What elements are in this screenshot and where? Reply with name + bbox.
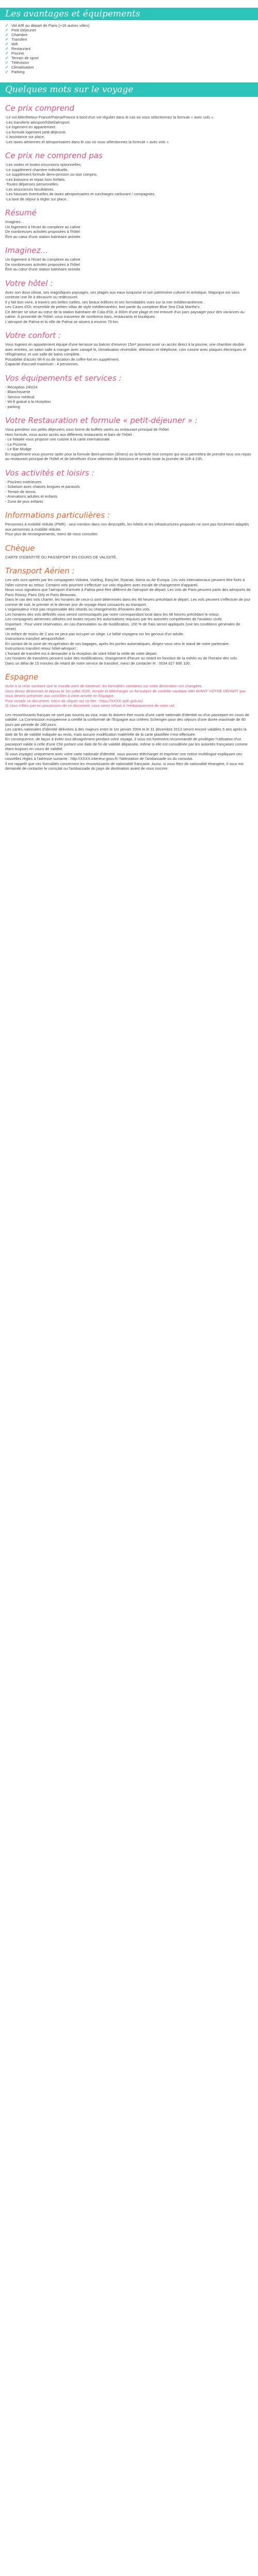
check-icon: ✓ xyxy=(5,32,9,37)
paragraph: Instructions transfert aéroport/hôtel : xyxy=(5,636,67,641)
text-line: -Le vol Aller/Retour France/Palma/France à bord d'un vol régulier dans le cas où vous sélectionnez la formule « avec vols ». xyxy=(5,115,215,120)
prix-ne-comprend-text xyxy=(5,162,253,201)
paragraph: Avec son doux climat, ses magnifiques paysages, ses plages aux eaux turquoise et son patrimoine culturel et artistique, Majorque est sans conteste une île à découvrir ou redécouvrir. xyxy=(5,290,240,299)
equipment-item xyxy=(5,32,258,37)
equipment-item xyxy=(5,23,258,28)
text-line: -La taxe de séjour à régler sur place. xyxy=(5,196,68,201)
paragraph: Les ressortissants français ne sont pas soumis au visa, mais ils doivent être munis d'une carte nationale d'identité ou d'un passeport en cours de validité. La Commission européenne a certifié la conformité de l'Espagne aux critères Schengen pour des séjours d'une durée maximale de 90 jours par période de 180 jours. xyxy=(5,712,249,727)
equipment-item xyxy=(5,51,258,56)
restauration-after: En supplément vous pourrez opter pour la formule demi-pension (dîners) ou la formule tout compris qui vous permettra de prendre tous vos repas au restaurant principal de l'hôtel et de bénéficier d'une sélection de boissons et snacks toute la journée de 10h à 23h. xyxy=(5,451,251,461)
check-icon: ✓ xyxy=(5,42,9,46)
text-line: Être au cœur d'une station balnéaire animée xyxy=(5,234,80,239)
prix-comprend-text xyxy=(5,115,253,144)
section-title-transport: Transport Aérien : xyxy=(5,566,75,575)
paragraph: Possibilité d'accès Wi-fi ou de location de coffre-fort en supplément. xyxy=(5,357,120,362)
section-title-activites: Vos activités et loisirs : xyxy=(5,468,94,478)
list-item: - Service médical xyxy=(5,395,253,400)
paragraph: Les horaires des vols définitifs vous seront communiqués par notre correspondant local dans les 48 heures précédant le retour. xyxy=(5,612,220,617)
paragraph: Dans le cas des vols charter, les horaires de ceux-ci sont déterminés dans les 48 heures précédant le départ. Les vols peuvent s'effectuer de jour comme de nuit, le premier et le dernier jour de voyage étant consacrés au transport. xyxy=(5,597,251,607)
list-item: - Terrain de tennis xyxy=(5,489,253,495)
list-item: - Piscines extérieures xyxy=(5,480,253,485)
text-line: Être au cœur d'une station balnéaire animée xyxy=(5,267,80,272)
text-line: -Les visites et toutes excursions optionnelles. xyxy=(5,162,82,167)
equipment-label: Petit Déjeuner xyxy=(11,28,37,32)
paragraph: Les vols sont opérés par les compagnies Volotea, Vueling, EasyJet, Ryanair, Iberia ou Air Europa. Les vols internationaux peuvent être fixés à l'aller comme au retour. Certains vols pourront s'effectuer sur vols réguliers avec escale de changement d'appareil. xyxy=(5,578,245,587)
section-title-equipements: Vos équipements et services : xyxy=(5,373,122,383)
text-line: De nombreuses activités proposées à l'hôtel xyxy=(5,262,80,267)
section-title-confort: Votre confort : xyxy=(5,331,61,340)
section-title-hotel: Votre hôtel : xyxy=(5,278,53,288)
paragraph: Important : Pour votre réservation, en cas d'annulation ou de modification, 100 % de frais seront appliqués (voir les conditions générales de vente). xyxy=(5,621,240,631)
page xyxy=(0,8,258,771)
paragraph: L'aéroport de Palma et la ville de Palma se situent à environ 70 km. xyxy=(5,319,119,324)
paragraph: Nous vous signalons que l'aéroport d'arrivée à Palma peut être différent de l'aéroport de départ. Les vols de Paris peuvent partir des aéroports de Paris Roissy, Paris Orly et Paris Beauvais. xyxy=(5,587,251,597)
infos-text xyxy=(5,522,253,537)
services-list xyxy=(5,385,253,410)
list-item: - Blanchisserie xyxy=(5,389,253,395)
section-title-restauration: Votre Restauration et formule « petit-déjeuner » : xyxy=(5,416,198,425)
paragraph: Il y fait bon vivre, à travers ses belles ruelles, ses beaux édifices et ses formidables vues sur la mer méditerranéenne. xyxy=(5,299,204,304)
list-item: - Animations adultes et enfants xyxy=(5,494,253,499)
transport-text xyxy=(5,578,253,666)
text-line: -Les taxes aériennes et aéroportuaires dans le cas où vous sélectionnez la formule « avec vols ». xyxy=(5,139,170,144)
paragraph: Dans un délai de 15 minutes de retard de votre service de transfert, merci de contacter le : 0034 627 895 100. xyxy=(5,660,191,666)
equipment-item xyxy=(5,42,258,46)
text-line: -Les boissons et repas hors forfaits. xyxy=(5,177,66,182)
equipment-label: Chambre xyxy=(11,32,28,37)
paragraph: Vous prendrez vos petits déjeuners sous forme de buffets variés au restaurant principal de l'hôtel. xyxy=(5,427,170,432)
equipment-list xyxy=(5,23,258,74)
text-line: -L'assistance sur place. xyxy=(5,134,45,139)
equipment-label: Climatisation xyxy=(11,65,34,70)
equipment-label: Télévision xyxy=(11,60,29,65)
equipment-label: Wifi xyxy=(11,42,18,46)
trip-content xyxy=(0,104,258,771)
text-line: Un logement à l'écart du complexe au calme xyxy=(5,257,80,262)
advantages-banner: Les avantages et équipements xyxy=(0,8,258,20)
equipment-label: Vol A/R au départ de Paris (+16 autres villes) xyxy=(11,23,90,28)
list-item: - Wi-fi gratuit à la réception xyxy=(5,399,253,404)
list-item: - Le Natalie vous propose une cuisine à la carte internationale xyxy=(5,437,253,442)
equipment-item xyxy=(5,56,258,60)
list-item: - parking xyxy=(5,404,253,410)
paragraph: Instructions transfert retour hôtel-aéroport : xyxy=(5,646,78,651)
section-title-infos: Informations particulières : xyxy=(5,511,110,520)
paragraph: Capacité d'accueil maximum : 4 personnes. xyxy=(5,362,79,366)
equipment-label: Parking xyxy=(11,70,25,74)
paragraph: Si vous voyagez uniquement avec votre carte nationale d'identité, vous pouvez télécharger et imprimer une notice multilingue expliquant ces nouvelles règles à l'adresse suivante : http://XXXX.interieur.gouv.fr/ l'attestation de l'ambassade ou du consulat. xyxy=(5,751,243,761)
list-item: - Réception 24h/24 xyxy=(5,385,253,390)
cheque-text xyxy=(5,555,253,560)
section-title-prix-ne-comprend: Ce prix ne comprend pas xyxy=(5,151,103,160)
list-item: - Zone de jeux enfants xyxy=(5,499,253,504)
check-icon: ✓ xyxy=(5,23,9,28)
paragraph: Hors formule, vous aurez accès aux différents restaurants et bars de l'hôtel : xyxy=(5,432,134,437)
equipment-label: Piscine xyxy=(11,51,24,56)
sanitary-notice-line: Si vous n'êtes pas en possession de ce document, vous serez refusé à l'embarquement de votre vol. xyxy=(5,703,175,708)
text-line: -Le logement en appartement. xyxy=(5,125,57,129)
text-line: -Toutes dépenses personnelles. xyxy=(5,182,59,187)
list-item: - Solarium avec chaises longues et parasols xyxy=(5,484,253,489)
text-line: -Les hausses éventuelles de taxes aéroportuaires et surcharges carburant / compagnies. xyxy=(5,192,156,196)
equipment-item xyxy=(5,37,258,42)
equipment-label: Transfert xyxy=(11,37,27,42)
paragraph: Les cartes nationales d'identité délivrées à des majeurs entre le 1er janvier 2004 et le 31 décembre 2013 seront encore valables 5 ans après la date de fin de validité indiquée au recto, mais aucune modification matérielle de la carte plastifiée n'est effectuée. xyxy=(5,727,247,737)
paragraph: En sortant de la zone de récupération de vos bagages, après les portes automatiques, dirigez-vous vers le stand de notre partenaire. xyxy=(5,641,230,646)
equipment-item xyxy=(5,46,258,51)
text-line: -Les assurances facultatives. xyxy=(5,187,55,192)
paragraph: L'horaire de transfert est à demander à la réception de votre hôtel la veille de votre départ. xyxy=(5,651,158,656)
paragraph: Les compagnies aériennes utilisées ont toutes reçues les autorisations requises par les autorités compétentes de l'aviation civile. xyxy=(5,617,223,621)
equipment-item xyxy=(5,28,258,32)
check-icon: ✓ xyxy=(5,46,9,51)
equipment-item xyxy=(5,65,258,70)
text-line: Imaginez... xyxy=(5,219,24,224)
restaurants-list xyxy=(5,437,253,452)
paragraph: Ce dernier se situe au cœur de la station balnéaire de Cala d'Or, à 300m d'une plage et est entouré d'un parc paysager pour des vacances au calme. À proximité de l'hôtel, vous trouverez de nombreux bars, restaurants et boutiques. xyxy=(5,309,245,319)
paragraph: Pour plus de renseignements, merci de nous consulter. xyxy=(5,532,99,536)
text-line: -Le supplément formule demi-pension ou tout compris. xyxy=(5,172,98,177)
equipment-item xyxy=(5,60,258,65)
espagne-sanitary-notice xyxy=(5,684,253,708)
paragraph: Il est rappelé que ces formalités concernent les ressortissants de nationalité française. Aussi, si vous êtes de nationalité étrangère, il vous est demandé de contacter le consulat ou l'ambassade du pays de destination avant de vous inscrire. xyxy=(5,761,244,771)
check-icon: ✓ xyxy=(5,56,9,60)
text-line: -La formule logement petit-déjeuner. xyxy=(5,129,67,134)
section-title-espagne: Espagne xyxy=(5,672,39,682)
paragraph: Les horaires de transferts peuvent subir des modifications, changement d'heure ou retard en fonction de la météo ou de l'horaire des vols. xyxy=(5,656,238,660)
activities-list xyxy=(5,480,253,504)
sanitary-notice-line: Pour remplir ce document, merci de cliquer sur ce lien : https://XXXX.spth.gob.es/ xyxy=(5,698,143,703)
section-title-imaginez: Imaginez... xyxy=(5,246,48,255)
paragraph: En conséquence, de façon à éviter tout désagrément pendant votre voyage, il vous est fortement recommandé de privilégier l'utilisation d'un passeport valide à celle d'une CNI portant une date de fin de validité dépassée, même si elle est considérée par les autorités françaises comme étant toujours en cours de validité. xyxy=(5,737,248,751)
paragraph: Vous logerez en appartement équipé d'une terrasse ou balcon d'environ 15m² pouvant avoir un accès direct à la piscine, une chambre double avec entrées, un salon salle à manger avec canapé lit, climatisation réversible, télévision et téléphone, coin cuisine avec plaques électriques et réfrigérateur, et une salle de bains complète. xyxy=(5,342,247,357)
check-icon: ✓ xyxy=(5,70,9,74)
section-title-resume: Résumé xyxy=(5,208,37,217)
check-icon: ✓ xyxy=(5,51,9,56)
text-line: -Le supplément chambre individuelle. xyxy=(5,167,69,172)
paragraph: Personnes à mobilité réduite (PMR) : seul mention dans nos descriptifs, les hôtels et les infrastructures proposés ne sont pas forcément adaptés aux personnes à mobilité réduite. xyxy=(5,522,249,532)
check-icon: ✓ xyxy=(5,37,9,42)
confort-text xyxy=(5,342,253,367)
equipment-label: Terrain de sport xyxy=(11,56,39,60)
equipment-item xyxy=(5,70,258,74)
check-icon: ✓ xyxy=(5,60,9,65)
paragraph: Un enfant de moins de 2 ans ne peut pas occuper un siège. Le bébé voyagera sur les genoux d'un adulte. xyxy=(5,631,184,636)
equipment-label: Restaurant xyxy=(11,46,31,51)
text-line: De nombreuses activités proposées à l'hôtel xyxy=(5,229,80,234)
section-title-prix-comprend: Ce prix comprend xyxy=(5,104,74,113)
text-line: CARTE D'IDENTITÉ OU PASSEPORT EN COURS DE VALIDITÉ. xyxy=(5,554,117,560)
list-item: - Le Bar Mudge xyxy=(5,447,253,452)
check-icon: ✓ xyxy=(5,28,9,32)
sanitary-notice-line: Suite à la crise sanitaire que le monde vient de traverser, les formalités sanitaires sur votre destination ont changées. xyxy=(5,684,203,688)
espagne-text xyxy=(5,713,253,771)
imaginez-text xyxy=(5,257,253,272)
list-item: - La Pizzeria xyxy=(5,442,253,447)
restauration-text xyxy=(5,427,253,437)
paragraph: Les Cases d'Or, ensemble de petites villas de style méditerranéen, font partie du complexe Blue Sea Club Marthe's. xyxy=(5,304,201,309)
paragraph: L'organisateur n'est pas responsable des retards ou changements d'horaires des vols. xyxy=(5,607,151,612)
text-line: Un logement à l'écart du complexe au calme xyxy=(5,224,80,229)
hotel-text xyxy=(5,290,253,325)
trip-description-banner: Quelques mots sur le voyage xyxy=(0,82,258,97)
check-icon: ✓ xyxy=(5,65,9,70)
sanitary-notice-line: Vous devez désormais et depuis le 1er juillet 2020, remplir et télécharger un formulaire de contrôle sanitaire 48H AVANT VOTRE DÉPART que vous devrez présenter aux contrôles à votre arrivée en Espagne. xyxy=(5,688,246,698)
text-line: -Les transferts aéroport/hôtel/aéroport. xyxy=(5,120,71,125)
section-title-cheque: Chèque xyxy=(5,543,35,553)
resume-text xyxy=(5,219,253,239)
